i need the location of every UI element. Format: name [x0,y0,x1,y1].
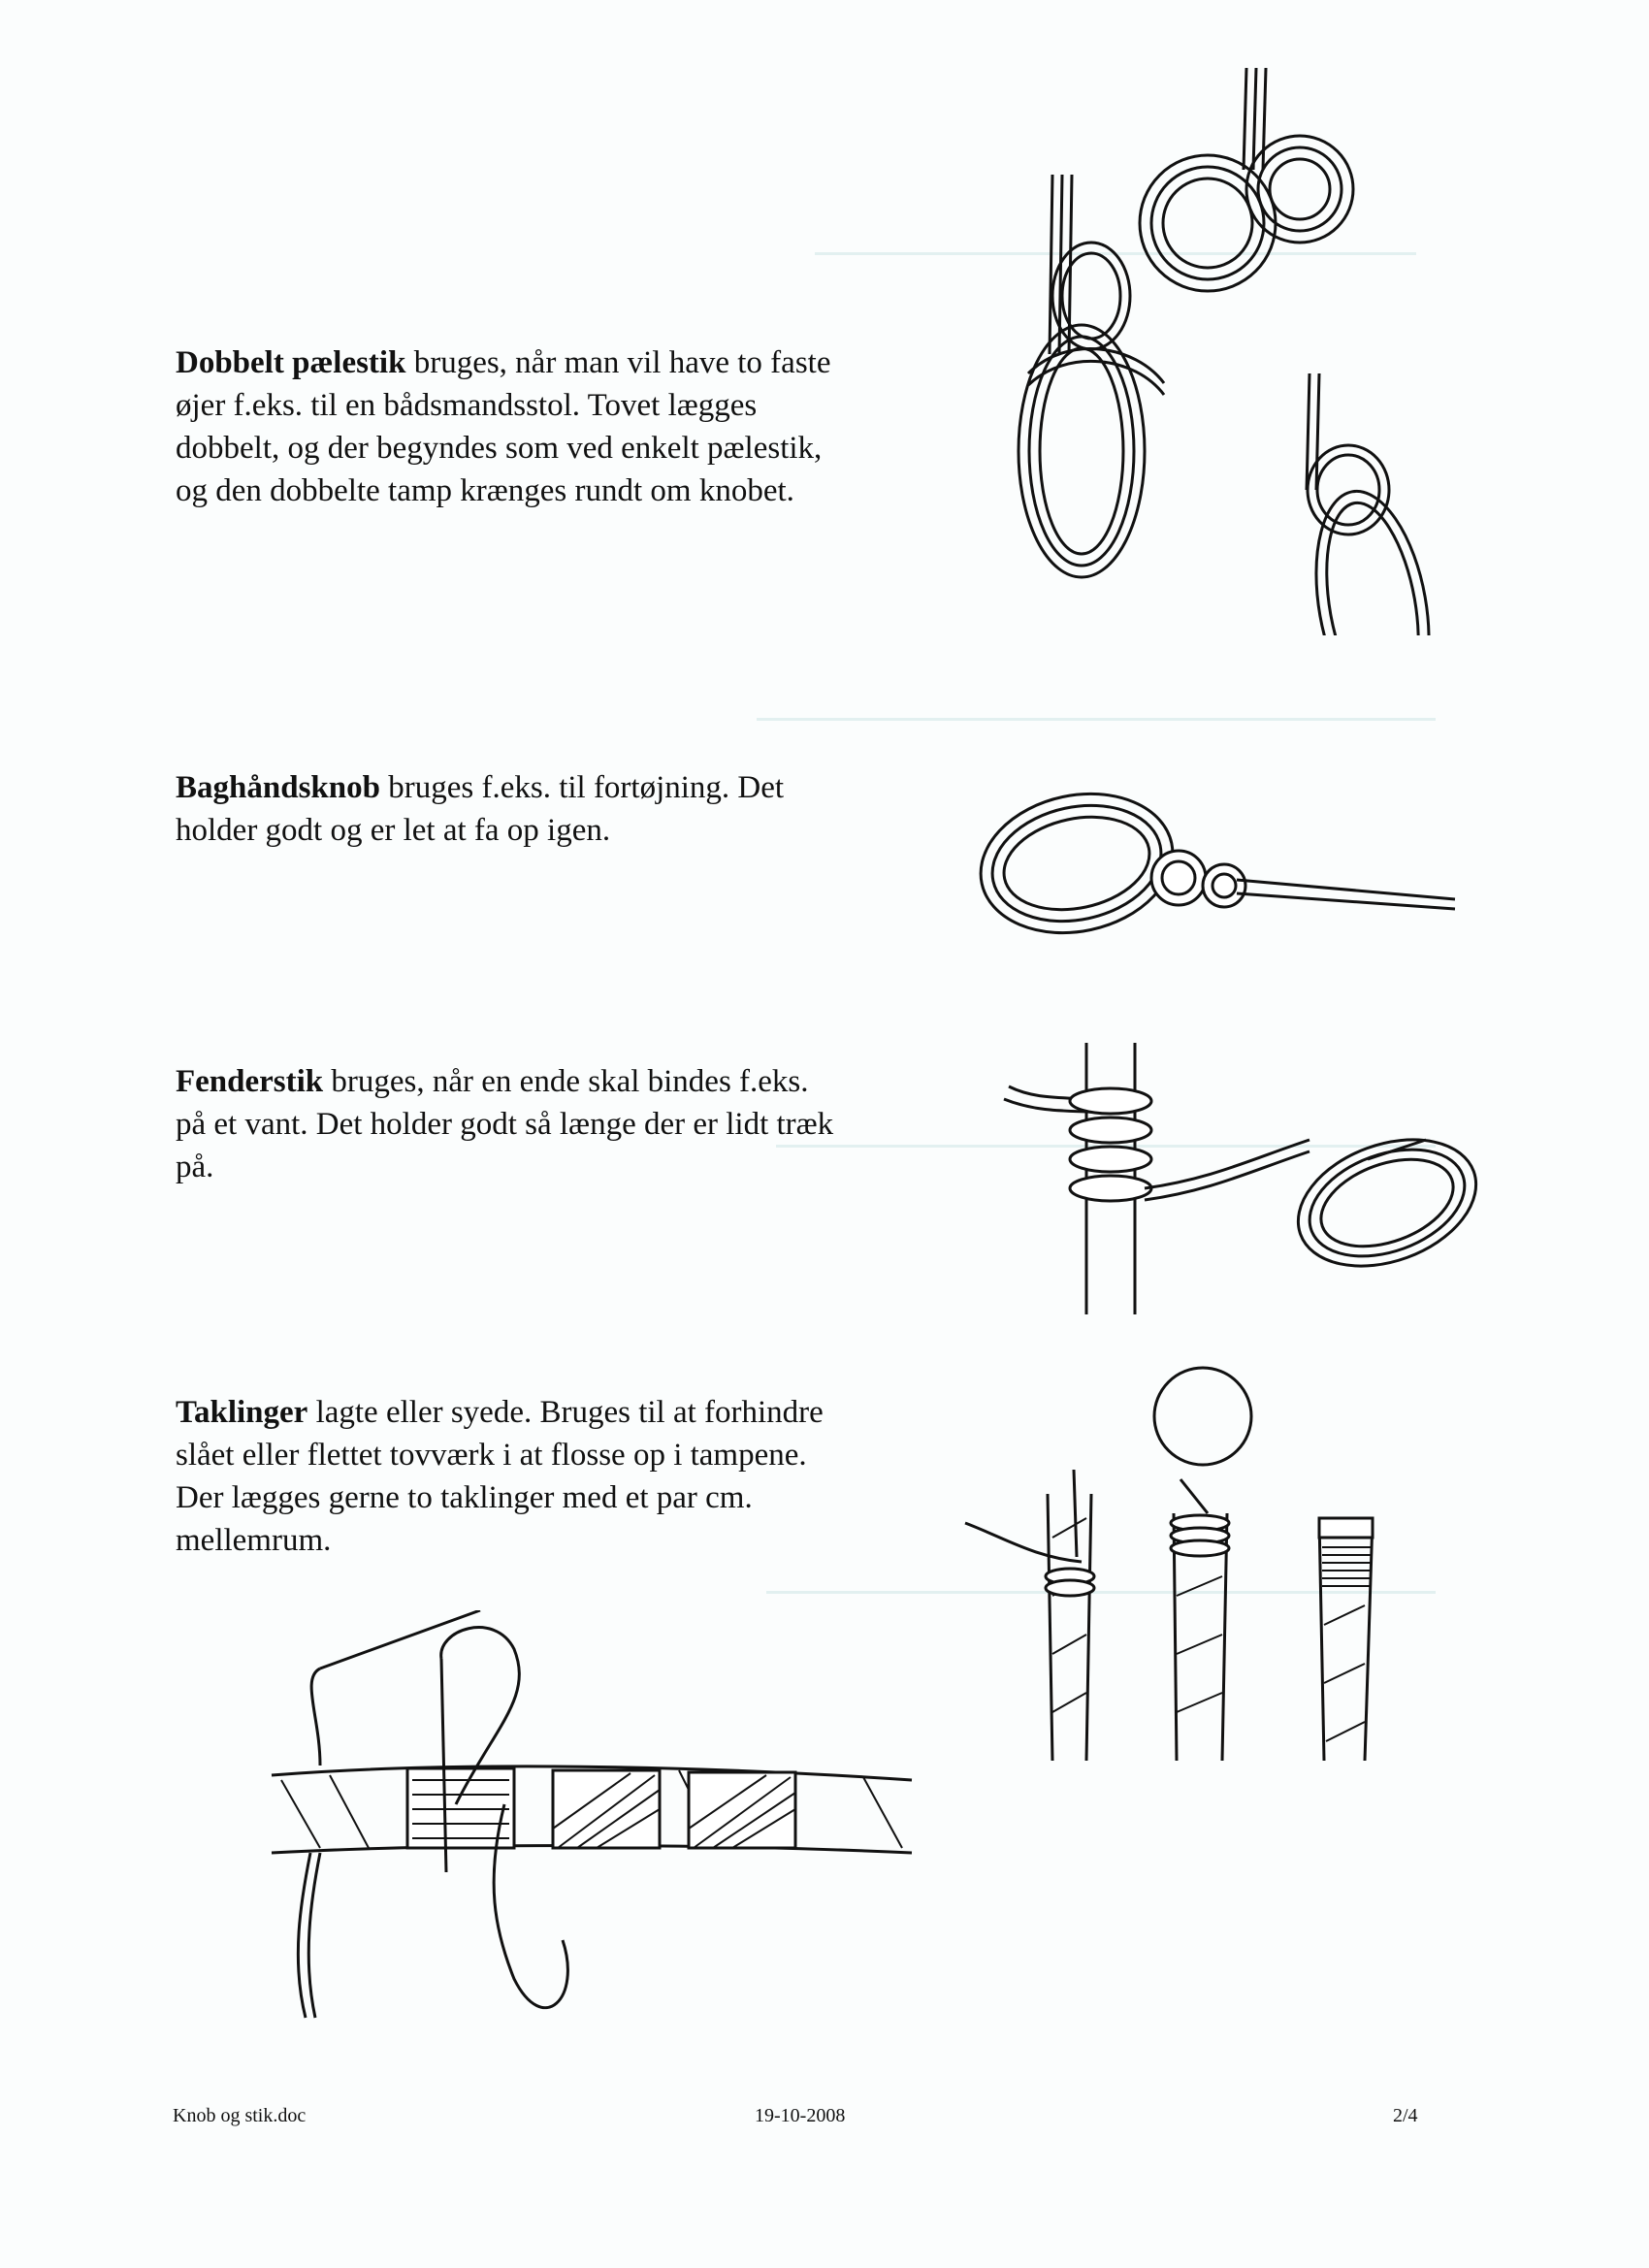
section-heading: Fenderstik [176,1064,324,1099]
section-text: bruges, når en ende skal bindes f.eks. på et vant. Det holder godt så længe der er lidt træk på. [176,1064,834,1184]
section-text: lagte eller syede. Bruges til at forhindre slået eller flettet tovværk i at flosse op i tampene. Der lægges gerne to taklinger med et par cm. mellemrum. [176,1395,824,1558]
section-round-turn [176,766,835,852]
section-heading: Baghåndsknob [176,770,380,805]
section-clove-hitch [176,1060,835,1188]
section-heading: Dobbelt pælestik [176,345,406,380]
double-bowline-illustration [989,63,1474,635]
bleed-through-line [757,718,1436,721]
whipping-ends-illustration [955,1363,1411,1770]
sewn-whipping-illustration [262,1610,922,2027]
footer-page-number: 2/4 [1393,2105,1418,2126]
section-heading: Taklinger [176,1395,308,1430]
section-text: bruges, når man vil have to faste øjer f.eks. til en bådsmandsstol. Tovet lægges dobbelt, og der begyndes som ved enkelt pælestik, og den dobbelte tamp krænges rundt om knobet. [176,345,831,508]
section-double-bowline [176,341,835,512]
footer-date: 19-10-2008 [755,2105,846,2126]
round-turn-illustration [970,771,1474,965]
footer-filename: Knob og stik.doc [173,2105,307,2126]
section-whipping [176,1391,835,1562]
clove-hitch-illustration [999,1043,1504,1314]
section-text: bruges f.eks. til fortøjning. Det holder godt og er let at fa op igen. [176,770,785,848]
